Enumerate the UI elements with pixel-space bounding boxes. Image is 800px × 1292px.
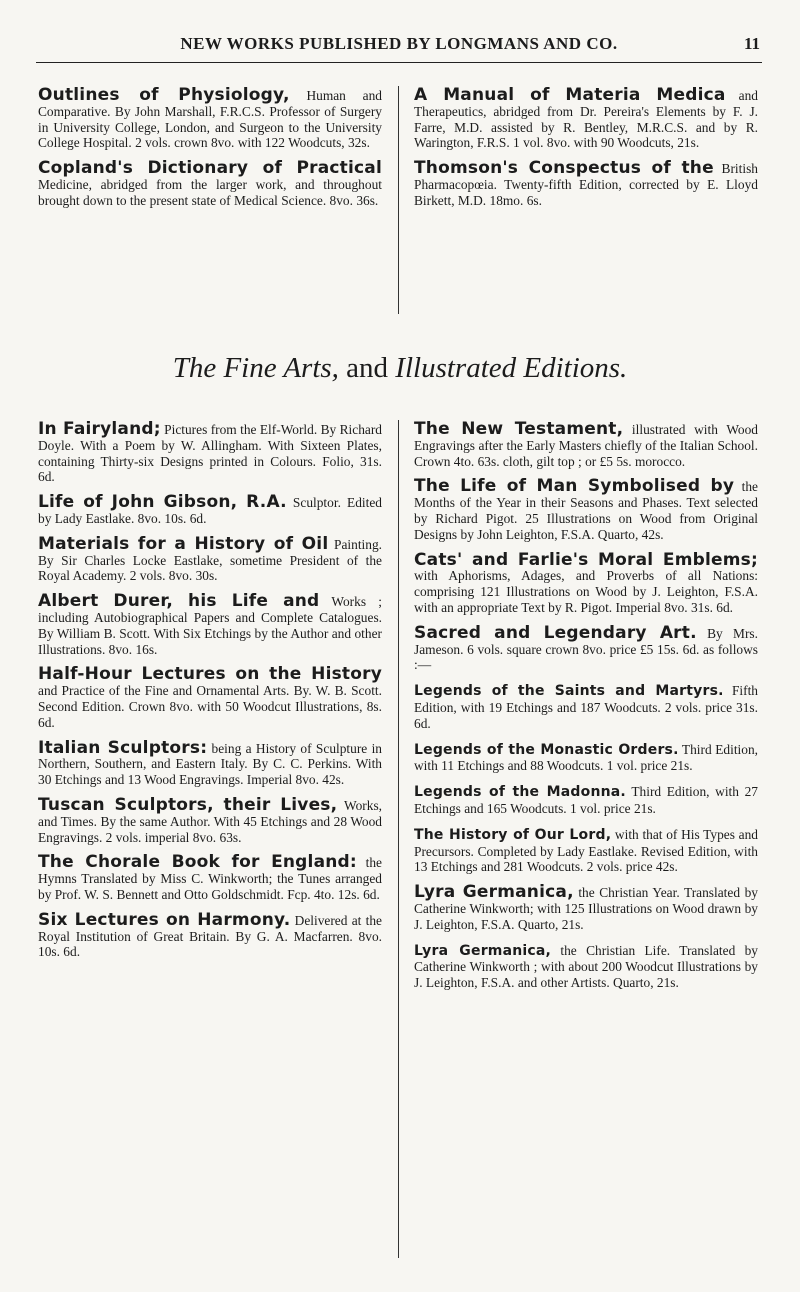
entry-title: Legends of the Saints and Martyrs. <box>414 683 724 700</box>
entry-title: Sacred and Legendary Art. <box>414 622 697 643</box>
entry-title: Copland's Dictionary of Practical <box>38 158 382 179</box>
entry-text: British Pharmacopœia. Twenty-fifth Edition, corrected by E. Lloyd Birkett, M.D. 18mo. 6s. <box>414 161 758 208</box>
entry-title: Outlines of Physiology, <box>38 85 290 105</box>
entry-text: illustrated with Wood Engravings after the Early Masters chiefly of the Italian School. Crown 4to. 63s. cloth, gilt top ; or £5 5s. morocco. <box>414 422 758 469</box>
catalogue-entry <box>38 591 382 657</box>
catalogue-entry <box>414 419 758 469</box>
catalogue-entry <box>414 549 758 616</box>
catalogue-entry <box>38 533 382 584</box>
catalogue-entry <box>414 85 758 151</box>
entry-text: and Practice of the Fine and Ornamental Arts. By. W. B. Scott. Second Edition. Crown 8vo. with 50 Woodcut Illustrations, 8s. 6d. <box>38 683 382 730</box>
entry-text: Third Edition, with 27 Etchings and 165 Woodcuts. 1 vol. price 21s. <box>414 784 759 816</box>
entry-title: In Fairyland; <box>38 419 161 439</box>
entry-title: Thomson's Conspectus of the <box>414 158 714 179</box>
catalogue-entry <box>38 492 382 527</box>
entry-text: the Hymns Translated by Miss C. Winkworth; the Tunes arranged by Prof. W. S. Bennett and Otto Goldschmidt. Fcp. 4to. 12s. 6d. <box>38 855 382 902</box>
catalogue-entry <box>38 737 383 788</box>
catalogue-entry <box>38 158 382 208</box>
entry-title: Legends of the Madonna. <box>414 784 626 801</box>
catalogue-entry <box>414 742 758 775</box>
catalogue-entry <box>38 794 382 845</box>
catalogue-entry <box>414 784 758 817</box>
entry-text: the Christian Life. Translated by Catherine Winkworth ; with about 200 Woodcut Illustrations by J. Leighton, F.S.A. and other Artists. Quarto, 21s. <box>414 942 758 991</box>
catalogue-entry <box>414 882 758 932</box>
entry-title: Materials for a History of Oil <box>38 533 329 554</box>
catalogue-entry <box>414 683 758 731</box>
entry-title: Lyra Germanica, <box>414 942 552 959</box>
entry-text: and Therapeutics, abridged from Dr. Pereira's Elements by F. J. Farre, M.D. assisted by R. Bentley, M.R.C.S. and by R. Warington, F.R.S. 1 vol. 8vo. with 90 Woodcuts, 21s. <box>414 88 758 151</box>
entry-title: Albert Durer, his Life and <box>38 591 320 612</box>
section-heading-part: The Fine Arts, <box>172 352 339 384</box>
entry-text: Works, and Times. By the same Author. With 45 Etchings and 28 Wood Engravings. 2 vols. imperial 8vo. 63s. <box>38 797 382 845</box>
entry-text: Painting. By Sir Charles Locke Eastlake, sometime President of the Royal Academy. 2 vols. 8vo. 30s. <box>38 536 382 584</box>
section-heading-part: and <box>338 352 396 384</box>
entry-text: Medicine, abridged from the larger work, and throughout brought down to the present state of Medical Science. 8vo. 36s. <box>38 176 382 208</box>
entry-title: Legends of the Monastic Orders. <box>414 741 679 758</box>
catalogue-entry <box>38 419 382 485</box>
entry-text: By Mrs. Jameson. 6 vols. square crown 8vo. price £5 15s. 6d. as follows :— <box>414 625 758 673</box>
entry-text: being a History of Sculpture in Northern, Southern, and Eastern Italy. By C. C. Perkins. With 30 Etchings and 13 Wood Engravings. Imperial 8vo. 42s. <box>38 740 383 788</box>
column-divider <box>398 86 399 314</box>
entry-text: Third Edition, with 11 Etchings and 88 Woodcuts. 1 vol. price 21s. <box>414 741 758 774</box>
catalogue-entry <box>414 476 758 542</box>
entry-title: Life of John Gibson, R.A. <box>38 492 287 513</box>
entry-text: the Months of the Year in their Seasons and Phases. Text selected by Richard Pigot. 25 Illustrations on Wood from Original Designs by John Leighton, F.S.A. Quarto, 42s. <box>414 479 758 542</box>
catalogue-entry <box>414 943 758 991</box>
entry-text: the Christian Year. Translated by Catherine Winkworth; with 125 Illustrations on Wood drawn by J. Leighton, F.S.A. Quarto, 21s. <box>414 885 758 932</box>
entry-title: Italian Sculptors: <box>38 737 208 758</box>
entry-text: Sculptor. Edited by Lady Eastlake. 8vo. 10s. 6d. <box>38 495 382 526</box>
page-number: 11 <box>743 34 760 53</box>
entry-title: Six Lectures on Harmony. <box>38 909 291 930</box>
catalogue-entry <box>414 827 758 875</box>
running-title: NEW WORKS PUBLISHED BY LONGMANS AND CO. <box>180 34 618 53</box>
section-heading <box>0 352 800 385</box>
entry-text: with that of His Types and Precursors. Completed by Lady Eastlake. Revised Edition, with 13 Etchings and 281 Woodcuts. 2 vols. price 42s. <box>414 826 759 875</box>
catalogue-entry <box>38 852 382 902</box>
entry-text: Works ; including Autobiographical Papers and Complete Catalogues. By William B. Scott. With Six Etchings by the Author and other Illustrations. 8vo. 16s. <box>38 594 382 657</box>
section-heading-part: Illustrated Editions. <box>395 352 628 384</box>
page-header <box>36 34 762 63</box>
entry-title: The Chorale Book for England: <box>38 852 357 873</box>
catalogue-entry <box>38 85 382 151</box>
entry-title: Lyra Germanica, <box>414 882 574 903</box>
entry-title: The History of Our Lord, <box>414 826 612 843</box>
bottom-left-column <box>38 419 383 970</box>
top-right-column <box>414 85 758 219</box>
entry-text: Pictures from the Elf-World. By Richard Doyle. With a Poem by W. Allingham. With Sixteen Plates, containing Thirty-six Designs printed in Colours. Folio, 31s. 6d. <box>38 422 382 485</box>
entry-title: The New Testament, <box>414 419 624 439</box>
entry-title: Half-Hour Lectures on the History <box>38 664 382 685</box>
entry-title: A Manual of Materia Medica <box>414 85 726 105</box>
catalogue-entry <box>414 158 758 208</box>
bottom-right-column <box>414 419 759 1001</box>
entry-title: Cats' and Farlie's Moral Emblems; <box>414 549 758 570</box>
entry-text: with Aphorisms, Adages, and Proverbs of all Nations: comprising 121 Illustrations on Wood by J. Leighton, F.S.A. with an appropriate Text by R. Pigot. Imperial 8vo. 31s. 6d. <box>414 568 758 615</box>
column-divider <box>398 420 399 1258</box>
entry-title: The Life of Man Symbolised by <box>414 476 735 497</box>
entry-text: Delivered at the Royal Institution of Great Britain. By G. A. Macfarren. 8vo. 10s. 6d. <box>38 912 382 960</box>
entry-text: Fifth Edition, with 19 Etchings and 187 Woodcuts. 2 vols. price 31s. 6d. <box>414 683 758 731</box>
entry-title: Tuscan Sculptors, their Lives, <box>38 794 338 815</box>
catalogue-entry <box>38 909 382 960</box>
catalogue-entry <box>38 664 382 730</box>
entry-text: Human and Comparative. By John Marshall, F.R.C.S. Professor of Surgery in University College, London, and Surgeon to the University College Hospital. 2 vols. crown 8vo. with 122 Woodcuts, 32s. <box>38 88 382 151</box>
catalogue-entry <box>414 622 758 673</box>
top-left-column <box>38 85 382 219</box>
